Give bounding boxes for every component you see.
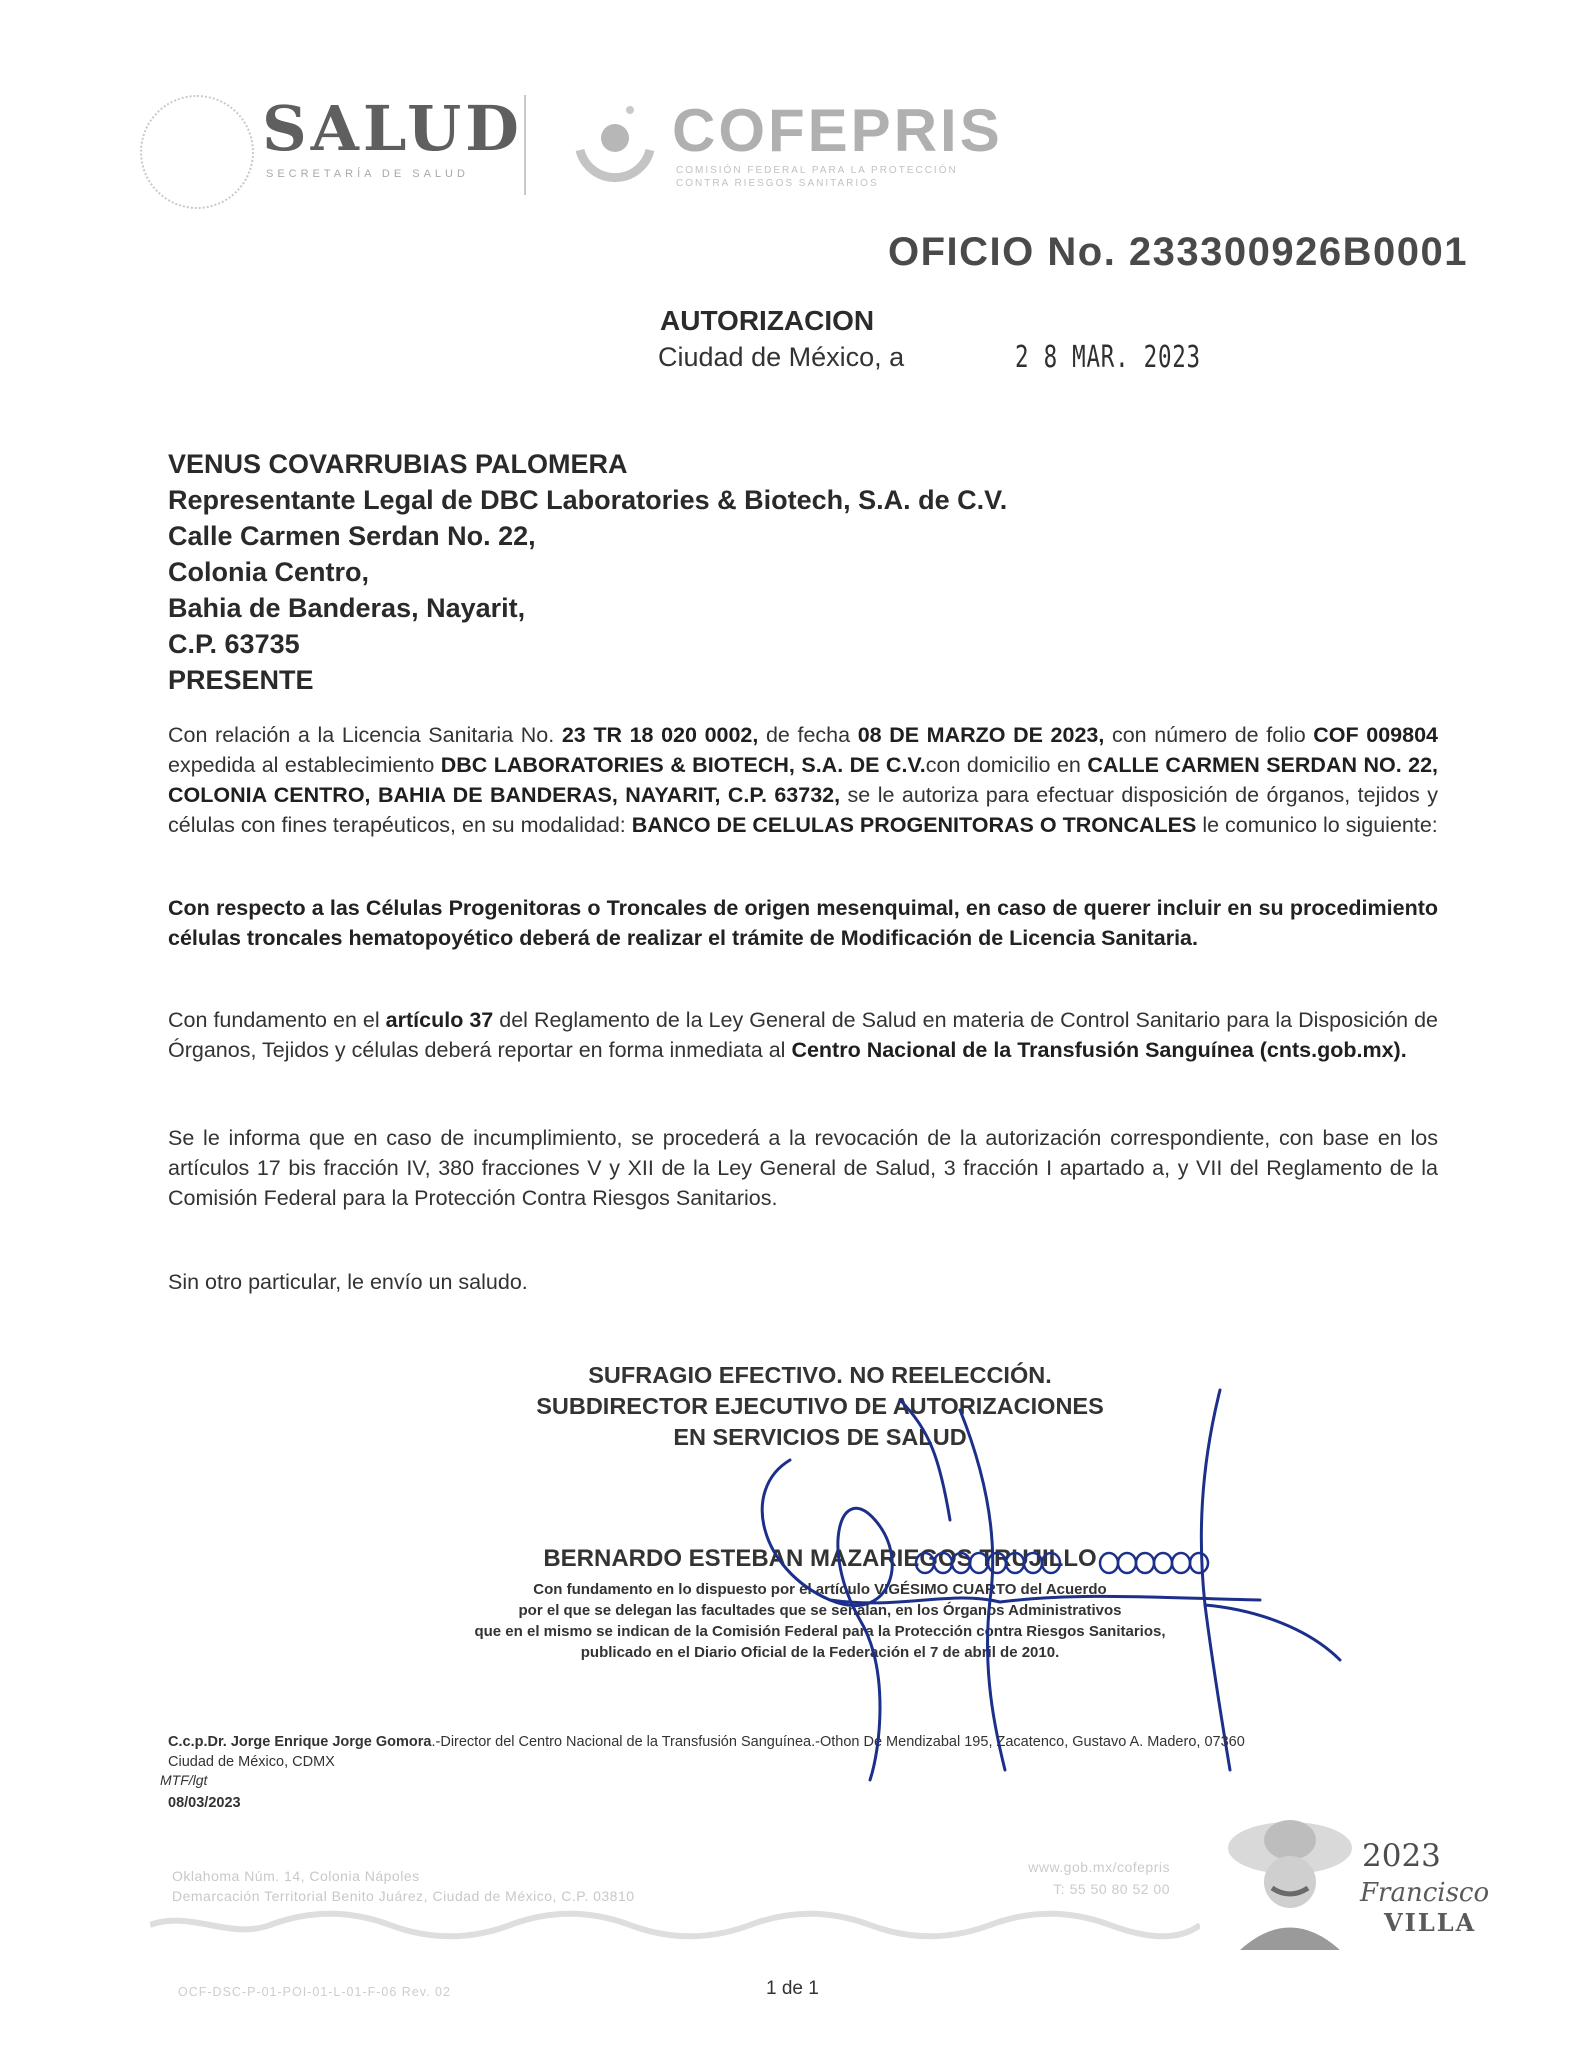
city-date-line: Ciudad de México, a	[658, 342, 905, 372]
salud-logo-subtitle: SECRETARÍA DE SALUD	[266, 168, 469, 180]
paragraph-mesenchymal: Con respecto a las Células Progenitoras o Troncales de origen mesenquimal, en caso de querer incluir en su procedimiento células troncales hematopoyético deberá de realizar el trámite de Modificación de Licencia Sanitaria.	[168, 896, 1438, 950]
cofepris-logo-title: COFEPRIS	[672, 97, 1003, 164]
addressee-role: Representante Legal de DBC Laboratories & Biotech, S.A. de C.V.	[168, 485, 1008, 515]
closing-slogan: SUFRAGIO EFECTIVO. NO REELECCIÓN.	[588, 1362, 1052, 1388]
form-code: OCF-DSC-P-01-POI-01-L-01-F-06 Rev. 02	[178, 1985, 451, 1999]
paragraph-revocation: Se le informa que en caso de incumplimiento, se procederá a la revocación de la autorización correspondiente, con base en los artículos 17 bis fracción IV, 380 fracciones V y XII de la Ley General de Salud, 3 fracción I apartado a, y VII del Reglamento de la Comisión Federal para la Protección Contra Riesgos Sanitarios.	[168, 1126, 1438, 1210]
paragraph-license: Con relación a la Licencia Sanitaria No. 23 TR 18 020 0002, de fecha 08 DE MARZO DE 2023, con número de folio COF 009804 expedida al establecimiento DBC LABORATORIES & BIOTECH, S.A. DE C.V.con domicilio en CALLE CARMEN SERDAN NO. 22, COLONIA CENTRO, BAHIA DE BANDERAS, NAYARIT, C.P. 63732, se le autoriza para efectuar disposición de órganos, tejidos y células con fines terapéuticos, en su modalidad: BANCO DE CELULAS PROGENITORAS O TRONCALES le comunico lo siguiente:	[168, 723, 1439, 837]
oficio-number: OFICIO No. 233300926B0001	[888, 230, 1469, 274]
addressee-presente: PRESENTE	[168, 665, 314, 695]
header-divider	[524, 95, 526, 195]
addressee-block	[168, 446, 1007, 698]
document-title: AUTORIZACION	[660, 305, 875, 336]
footer-website: www.gob.mx/cofepris	[1028, 1859, 1170, 1875]
closing-title-line1: SUBDIRECTOR EJECUTIVO DE AUTORIZACIONES	[536, 1393, 1104, 1419]
cofepris-logo-subtitle: COMISIÓN FEDERAL PARA LA PROTECCIÓN CONTRA RIESGOS SANITARIOS	[676, 165, 958, 189]
addressee-name: VENUS COVARRUBIAS PALOMERA	[168, 449, 628, 479]
commemorative-name-last: VILLA	[1384, 1908, 1477, 1937]
footer-phone: T: 55 50 80 52 00	[1053, 1881, 1170, 1897]
addressee-postal-code: C.P. 63735	[168, 629, 300, 659]
closing-title-line2: EN SERVICIOS DE SALUD	[673, 1424, 967, 1450]
reviewer-initials: MTF/lgt	[160, 1772, 208, 1788]
page-number: 1 de 1	[766, 1978, 819, 1999]
footer-contact	[970, 1856, 1170, 1900]
addressee-colony: Colonia Centro,	[168, 557, 369, 587]
footer-decorative-band	[150, 1905, 1200, 1945]
addressee-city: Bahia de Banderas, Nayarit,	[168, 593, 526, 623]
carbon-copy-line: C.c.p.Dr. Jorge Enrique Jorge Gomora.-Director del Centro Nacional de la Transfusión Sanguínea.-Othon De Mendizabal 195, Zacatenco, Gustavo A. Madero, 07360 Ciudad de México, CDMX	[168, 1732, 1458, 1772]
national-emblem-icon	[140, 95, 254, 209]
date-stamp: 2 8 MAR. 2023	[1015, 340, 1201, 375]
carbon-copy-city: Ciudad de México, CDMX	[168, 1754, 335, 1770]
legal-basis-note: Con fundamento en lo dispuesto por el artículo VIGÉSIMO CUARTO del Acuerdo por el que se delegan las facultades que se señalan, en los Órganos Administrativos que en el mismo se indican de la Comisión Federal para la Protección contra Riesgos Sanitarios, publicado en el Diario Oficial de la Federación el 7 de abril de 2010.	[474, 1581, 1166, 1661]
reviewer-date: 08/03/2023	[168, 1795, 241, 1811]
commemorative-name-first: Francisco	[1360, 1878, 1490, 1908]
addressee-street: Calle Carmen Serdan No. 22,	[168, 521, 536, 551]
paragraph-closing: Sin otro particular, le envío un saludo.	[168, 1270, 528, 1294]
signer-name: BERNARDO ESTEBAN MAZARIEGOS TRUJILLO	[543, 1545, 1097, 1572]
cofepris-logo-icon	[570, 100, 660, 190]
paragraph-article-37: Con fundamento en el artículo 37 del Reglamento de la Ley General de Salud en materia de Control Sanitario para la Disposición de Órganos, Tejidos y células deberá reportar en forma inmediata al Centro Nacional de la Transfusión Sanguínea (cnts.gob.mx).	[168, 1008, 1438, 1062]
salud-logo-title: SALUD	[262, 92, 523, 165]
closing-block	[320, 1360, 1320, 1453]
commemorative-year: 2023	[1362, 1838, 1441, 1874]
footer-address: Oklahoma Núm. 14, Colonia Nápoles Demarcación Territorial Benito Juárez, Ciudad de México, C.P. 03810	[172, 1868, 635, 1904]
francisco-villa-portrait-icon	[1220, 1810, 1360, 1950]
